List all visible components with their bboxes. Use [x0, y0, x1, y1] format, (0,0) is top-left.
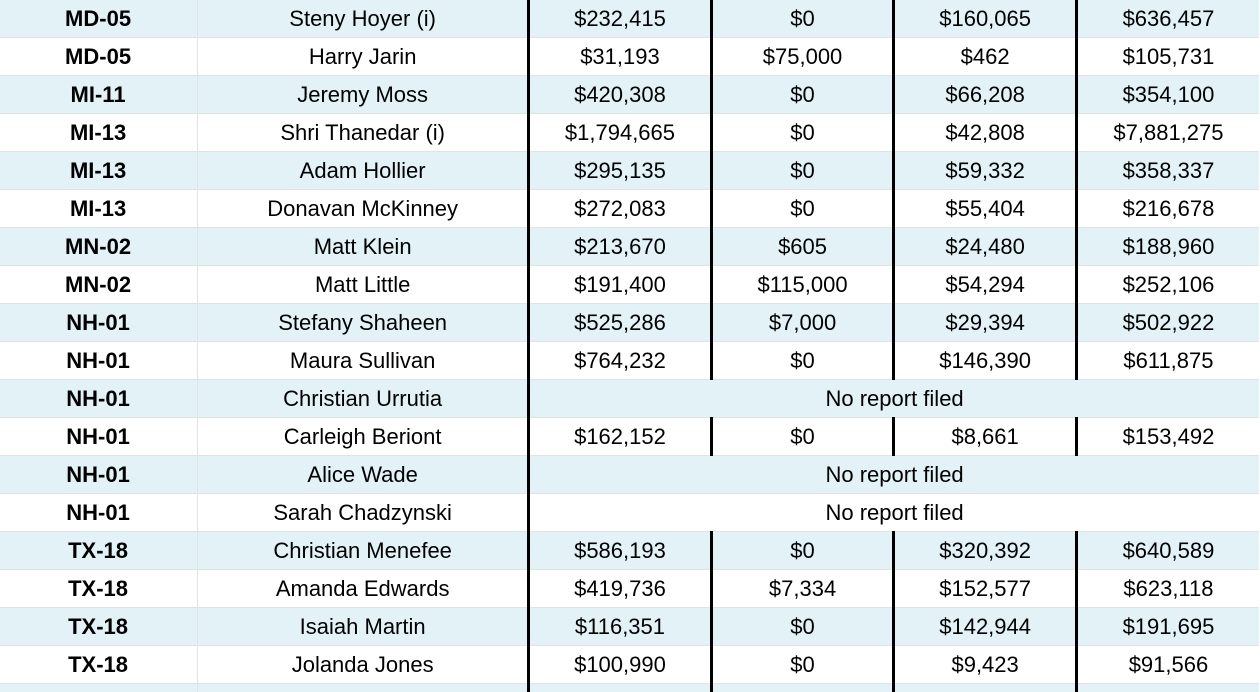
value-cell: $42,808 — [894, 114, 1077, 152]
district-cell: MI-13 — [0, 152, 198, 190]
empty-cell — [1076, 684, 1259, 692]
table-row — [0, 342, 1259, 380]
value-cell: $75,000 — [711, 38, 894, 76]
value-cell: $115,000 — [711, 266, 894, 304]
district-cell: TX-18 — [0, 570, 198, 608]
value-cell: $605 — [711, 228, 894, 266]
value-cell: $586,193 — [529, 532, 712, 570]
value-cell: $7,881,275 — [1076, 114, 1259, 152]
district-cell: MI-11 — [0, 76, 198, 114]
table-row-partial — [0, 684, 1259, 692]
value-cell: $354,100 — [1076, 76, 1259, 114]
empty-cell — [711, 684, 894, 692]
value-cell: $1,794,665 — [529, 114, 712, 152]
candidate-cell: Matt Klein — [198, 228, 529, 266]
table-row — [0, 608, 1259, 646]
value-cell: $0 — [711, 342, 894, 380]
district-cell: NH-01 — [0, 380, 198, 418]
district-cell: NH-01 — [0, 494, 198, 532]
candidate-cell: Christian Menefee — [198, 532, 529, 570]
value-cell: $0 — [711, 152, 894, 190]
value-cell: $100,990 — [529, 646, 712, 684]
table-row — [0, 304, 1259, 342]
value-cell: $0 — [711, 608, 894, 646]
candidate-cell: Matt Little — [198, 266, 529, 304]
value-cell: $55,404 — [894, 190, 1077, 228]
table-row — [0, 228, 1259, 266]
candidate-cell: Carleigh Beriont — [198, 418, 529, 456]
value-cell: $142,944 — [894, 608, 1077, 646]
table-row — [0, 494, 1259, 532]
no-report-cell: No report filed — [529, 494, 1259, 532]
candidate-cell: Harry Jarin — [198, 38, 529, 76]
value-cell: $152,577 — [894, 570, 1077, 608]
value-cell: $66,208 — [894, 76, 1077, 114]
value-cell: $0 — [711, 190, 894, 228]
table-row — [0, 380, 1259, 418]
empty-cell — [529, 684, 712, 692]
candidate-cell: Amanda Edwards — [198, 570, 529, 608]
district-cell: MD-05 — [0, 0, 198, 38]
value-cell: $191,400 — [529, 266, 712, 304]
district-cell: TX-18 — [0, 646, 198, 684]
empty-cell — [894, 684, 1077, 692]
value-cell: $623,118 — [1076, 570, 1259, 608]
value-cell: $153,492 — [1076, 418, 1259, 456]
district-cell: MI-13 — [0, 114, 198, 152]
value-cell: $91,566 — [1076, 646, 1259, 684]
table-row — [0, 0, 1259, 38]
value-cell: $7,000 — [711, 304, 894, 342]
value-cell: $59,332 — [894, 152, 1077, 190]
table-row — [0, 646, 1259, 684]
value-cell: $0 — [711, 532, 894, 570]
value-cell: $232,415 — [529, 0, 712, 38]
empty-cell — [198, 684, 529, 692]
value-cell: $295,135 — [529, 152, 712, 190]
value-cell: $160,065 — [894, 0, 1077, 38]
value-cell: $29,394 — [894, 304, 1077, 342]
value-cell: $0 — [711, 0, 894, 38]
value-cell: $252,106 — [1076, 266, 1259, 304]
value-cell: $272,083 — [529, 190, 712, 228]
table-row — [0, 570, 1259, 608]
district-cell: MN-02 — [0, 228, 198, 266]
district-cell: MI-13 — [0, 190, 198, 228]
value-cell: $764,232 — [529, 342, 712, 380]
candidate-cell: Sarah Chadzynski — [198, 494, 529, 532]
value-cell: $8,661 — [894, 418, 1077, 456]
value-cell: $24,480 — [894, 228, 1077, 266]
value-cell: $462 — [894, 38, 1077, 76]
value-cell: $502,922 — [1076, 304, 1259, 342]
candidate-cell: Christian Urrutia — [198, 380, 529, 418]
candidate-cell: Adam Hollier — [198, 152, 529, 190]
value-cell: $0 — [711, 114, 894, 152]
district-cell: TX-18 — [0, 532, 198, 570]
value-cell: $0 — [711, 76, 894, 114]
value-cell: $420,308 — [529, 76, 712, 114]
value-cell: $213,670 — [529, 228, 712, 266]
candidate-cell: Alice Wade — [198, 456, 529, 494]
table-row — [0, 532, 1259, 570]
value-cell: $525,286 — [529, 304, 712, 342]
district-cell: NH-01 — [0, 342, 198, 380]
value-cell: $146,390 — [894, 342, 1077, 380]
value-cell: $116,351 — [529, 608, 712, 646]
value-cell: $320,392 — [894, 532, 1077, 570]
value-cell: $9,423 — [894, 646, 1077, 684]
empty-cell — [0, 684, 198, 692]
candidate-cell: Donavan McKinney — [198, 190, 529, 228]
no-report-cell: No report filed — [529, 380, 1259, 418]
candidate-cell: Jeremy Moss — [198, 76, 529, 114]
value-cell: $611,875 — [1076, 342, 1259, 380]
table-row — [0, 418, 1259, 456]
value-cell: $358,337 — [1076, 152, 1259, 190]
table-row — [0, 266, 1259, 304]
table-row — [0, 456, 1259, 494]
district-cell: TX-18 — [0, 608, 198, 646]
no-report-cell: No report filed — [529, 456, 1259, 494]
value-cell: $31,193 — [529, 38, 712, 76]
candidate-cell: Maura Sullivan — [198, 342, 529, 380]
value-cell: $636,457 — [1076, 0, 1259, 38]
district-cell: MD-05 — [0, 38, 198, 76]
table-row — [0, 76, 1259, 114]
candidate-cell: Steny Hoyer (i) — [198, 0, 529, 38]
candidate-cell: Shri Thanedar (i) — [198, 114, 529, 152]
value-cell: $419,736 — [529, 570, 712, 608]
value-cell: $188,960 — [1076, 228, 1259, 266]
table-row — [0, 38, 1259, 76]
value-cell: $0 — [711, 646, 894, 684]
value-cell: $191,695 — [1076, 608, 1259, 646]
candidate-cell: Isaiah Martin — [198, 608, 529, 646]
table-row — [0, 114, 1259, 152]
value-cell: $105,731 — [1076, 38, 1259, 76]
table-row — [0, 152, 1259, 190]
district-cell: NH-01 — [0, 304, 198, 342]
value-cell: $7,334 — [711, 570, 894, 608]
district-cell: NH-01 — [0, 456, 198, 494]
district-cell: NH-01 — [0, 418, 198, 456]
value-cell: $0 — [711, 418, 894, 456]
value-cell: $640,589 — [1076, 532, 1259, 570]
table-row — [0, 190, 1259, 228]
district-cell: MN-02 — [0, 266, 198, 304]
value-cell: $54,294 — [894, 266, 1077, 304]
value-cell: $216,678 — [1076, 190, 1259, 228]
candidate-cell: Jolanda Jones — [198, 646, 529, 684]
value-cell: $162,152 — [529, 418, 712, 456]
candidate-cell: Stefany Shaheen — [198, 304, 529, 342]
